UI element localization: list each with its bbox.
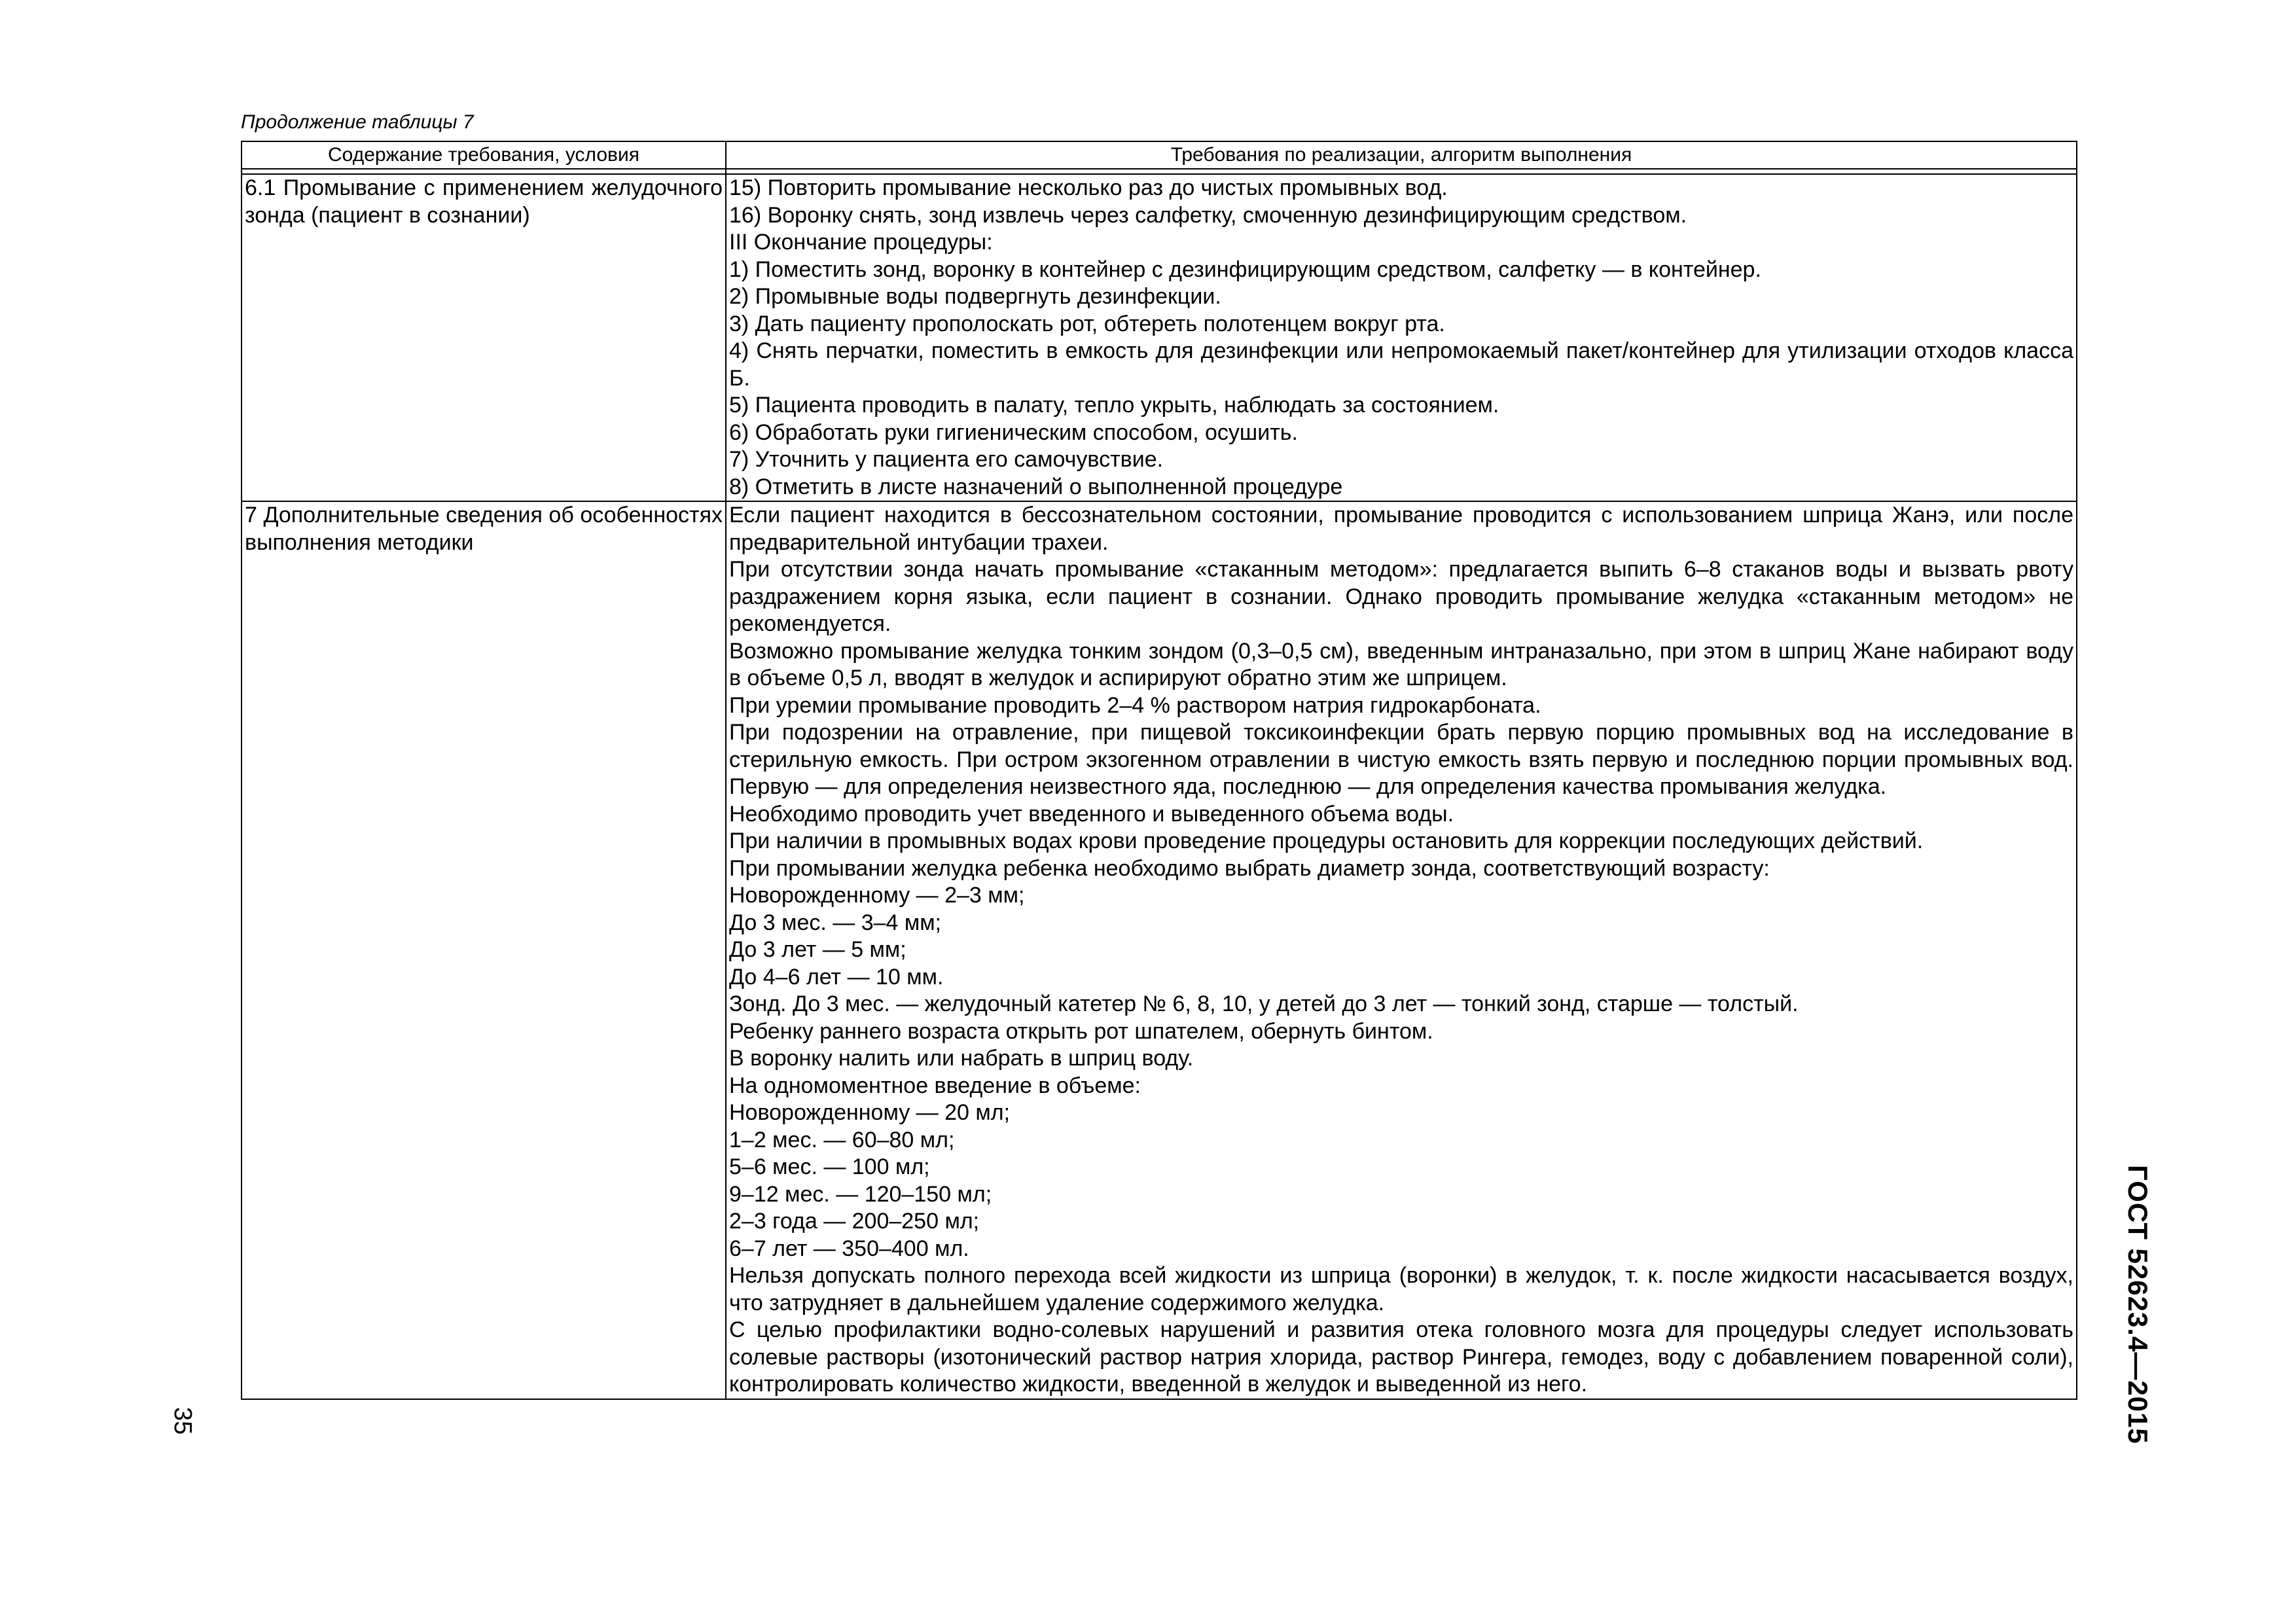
algorithm-line: 7) Уточнить у пациента его самочувствие. <box>729 447 1164 472</box>
algorithm-line: При уремии промывание проводить 2–4 % раствором натрия гидрокарбоната. <box>729 692 1541 718</box>
algorithm-line: Необходимо проводить учет введенного и выведенного объема воды. <box>729 801 1454 827</box>
algorithm-line: 3) Дать пациенту прополоскать рот, обтереть полотенцем вокруг рта. <box>729 311 1445 336</box>
algorithm-line: 16) Воронку снять, зонд извлечь через салфетку, смоченную дезинфицирующим средством. <box>729 202 1687 228</box>
algorithm-line: 1) Поместить зонд, воронку в контейнер с дезинфицирующим средством, салфетку — в контейнер. <box>729 257 1761 282</box>
page-number: 35 <box>169 1407 196 1435</box>
algorithm-line: 8) Отметить в листе назначений о выполненной процедуре <box>729 474 1343 499</box>
algorithm-line: III Окончание процедуры: <box>729 230 993 255</box>
algorithm-line: С целью профилактики водно-солевых нарушений и развития отека головного мозга для процедуры следует использовать солевые растворы (изотонический раствор натрия хлорида, раствор Рингера, гемодез, воду с добавлением поваренной соли), контролировать количество жидкости, введенной в желудок и выведенной из него. <box>729 1317 2073 1397</box>
table-row <box>242 174 2077 501</box>
row-algorithm <box>726 174 2077 501</box>
header-gap <box>242 169 2077 174</box>
algorithm-line: До 3 лет — 5 мм; <box>729 937 906 962</box>
algorithm-line: До 3 мес. — 3–4 мм; <box>729 910 942 935</box>
standard-code: ГОСТ 52623.4—2015 <box>2123 1165 2153 1444</box>
algorithm-line: Новорожденному — 20 мл; <box>729 1100 1011 1125</box>
algorithm-line: На одномоментное введение в объеме: <box>729 1073 1141 1098</box>
algorithm-line: 2–3 года — 200–250 мл; <box>729 1209 980 1234</box>
algorithm-line: Возможно промывание желудка тонким зондом (0,3–0,5 см), введенным интраназально, при этом в шприц Жане набирают воду в объеме 0,5 л, вводят в желудок и аспирируют обратно этим же шприцем. <box>729 638 2073 690</box>
row-condition: 7 Дополнительные сведения об особенностях выполнения методики <box>242 501 726 1399</box>
row-algorithm <box>726 501 2077 1399</box>
algorithm-line: 6–7 лет — 350–400 мл. <box>729 1236 969 1261</box>
algorithm-line: Ребенку раннего возраста открыть рот шпателем, обернуть бинтом. <box>729 1018 1433 1044</box>
algorithm-line: При подозрении на отравление, при пищевой токсикоинфекции брать первую порцию промывных вод на исследование в стерильную емкость. При остром экзогенном отравлении в чистую емкость взять первую и последнюю порции промывных вод. Первую — для определения неизвестного яда, последнюю — для определения качества промывания желудка. <box>729 720 2073 799</box>
algorithm-line: 4) Снять перчатки, поместить в емкость для дезинфекции или непромокаемый пакет/контейнер для утилизации отходов класса Б. <box>729 338 2073 391</box>
algorithm-line: При наличии в промывных водах крови проведение процедуры остановить для коррекции последующих действий. <box>729 829 1924 853</box>
algorithm-line: До 4–6 лет — 10 мм. <box>729 964 944 990</box>
algorithm-line: При отсутствии зонда начать промывание «стаканным методом»: предлагается выпить 6–8 стаканов воды и вызвать рвоту раздражением корня языка, если пациент в сознании. Однако проводить промывание желудка «стаканным методом» не рекомендуется. <box>729 557 2073 636</box>
table-header-row <box>242 141 2077 169</box>
algorithm-line: При промывании желудка ребенка необходимо выбрать диаметр зонда, соответствующий возрасту: <box>729 855 1770 881</box>
table-caption: Продолжение таблицы 7 <box>241 111 474 133</box>
requirements-table <box>241 141 2077 1400</box>
algorithm-line: В воронку налить или набрать в шприц воду. <box>729 1046 1194 1071</box>
row-condition: 6.1 Промывание с применением желудочного зонда (пациент в сознании) <box>242 174 726 501</box>
header-algorithm: Требования по реализации, алгоритм выполнения <box>726 141 2077 169</box>
algorithm-line: 5–6 мес. — 100 мл; <box>729 1154 930 1179</box>
algorithm-line: 6) Обработать руки гигиеническим способом, осушить. <box>729 419 1298 445</box>
algorithm-line: 5) Пациента проводить в палату, тепло укрыть, наблюдать за состоянием. <box>729 393 1499 418</box>
header-condition: Содержание требования, условия <box>242 141 726 169</box>
algorithm-line: Зонд. До 3 мес. — желудочный катетер № 6, 8, 10, у детей до 3 лет — тонкий зонд, старше — толстый. <box>729 991 1799 1016</box>
table-row <box>242 501 2077 1399</box>
algorithm-line: Если пациент находится в бессознательном состоянии, промывание проводится с использованием шприца Жанэ, или после предварительной интубации трахеи. <box>729 503 2073 555</box>
algorithm-line: 2) Промывные воды подвергнуть дезинфекции. <box>729 284 1221 309</box>
algorithm-line: Новорожденному — 2–3 мм; <box>729 883 1025 908</box>
algorithm-line: 9–12 мес. — 120–150 мл; <box>729 1181 992 1207</box>
algorithm-line: 1–2 мес. — 60–80 мл; <box>729 1127 955 1152</box>
algorithm-line: Нельзя допускать полного перехода всей жидкости из шприца (воронки) в желудок, т. к. после жидкости насасывается воздух, что затрудняет в дальнейшем удаление содержимого желудка. <box>729 1263 2073 1315</box>
algorithm-line: 15) Повторить промывание несколько раз до чистых промывных вод. <box>729 175 1448 200</box>
